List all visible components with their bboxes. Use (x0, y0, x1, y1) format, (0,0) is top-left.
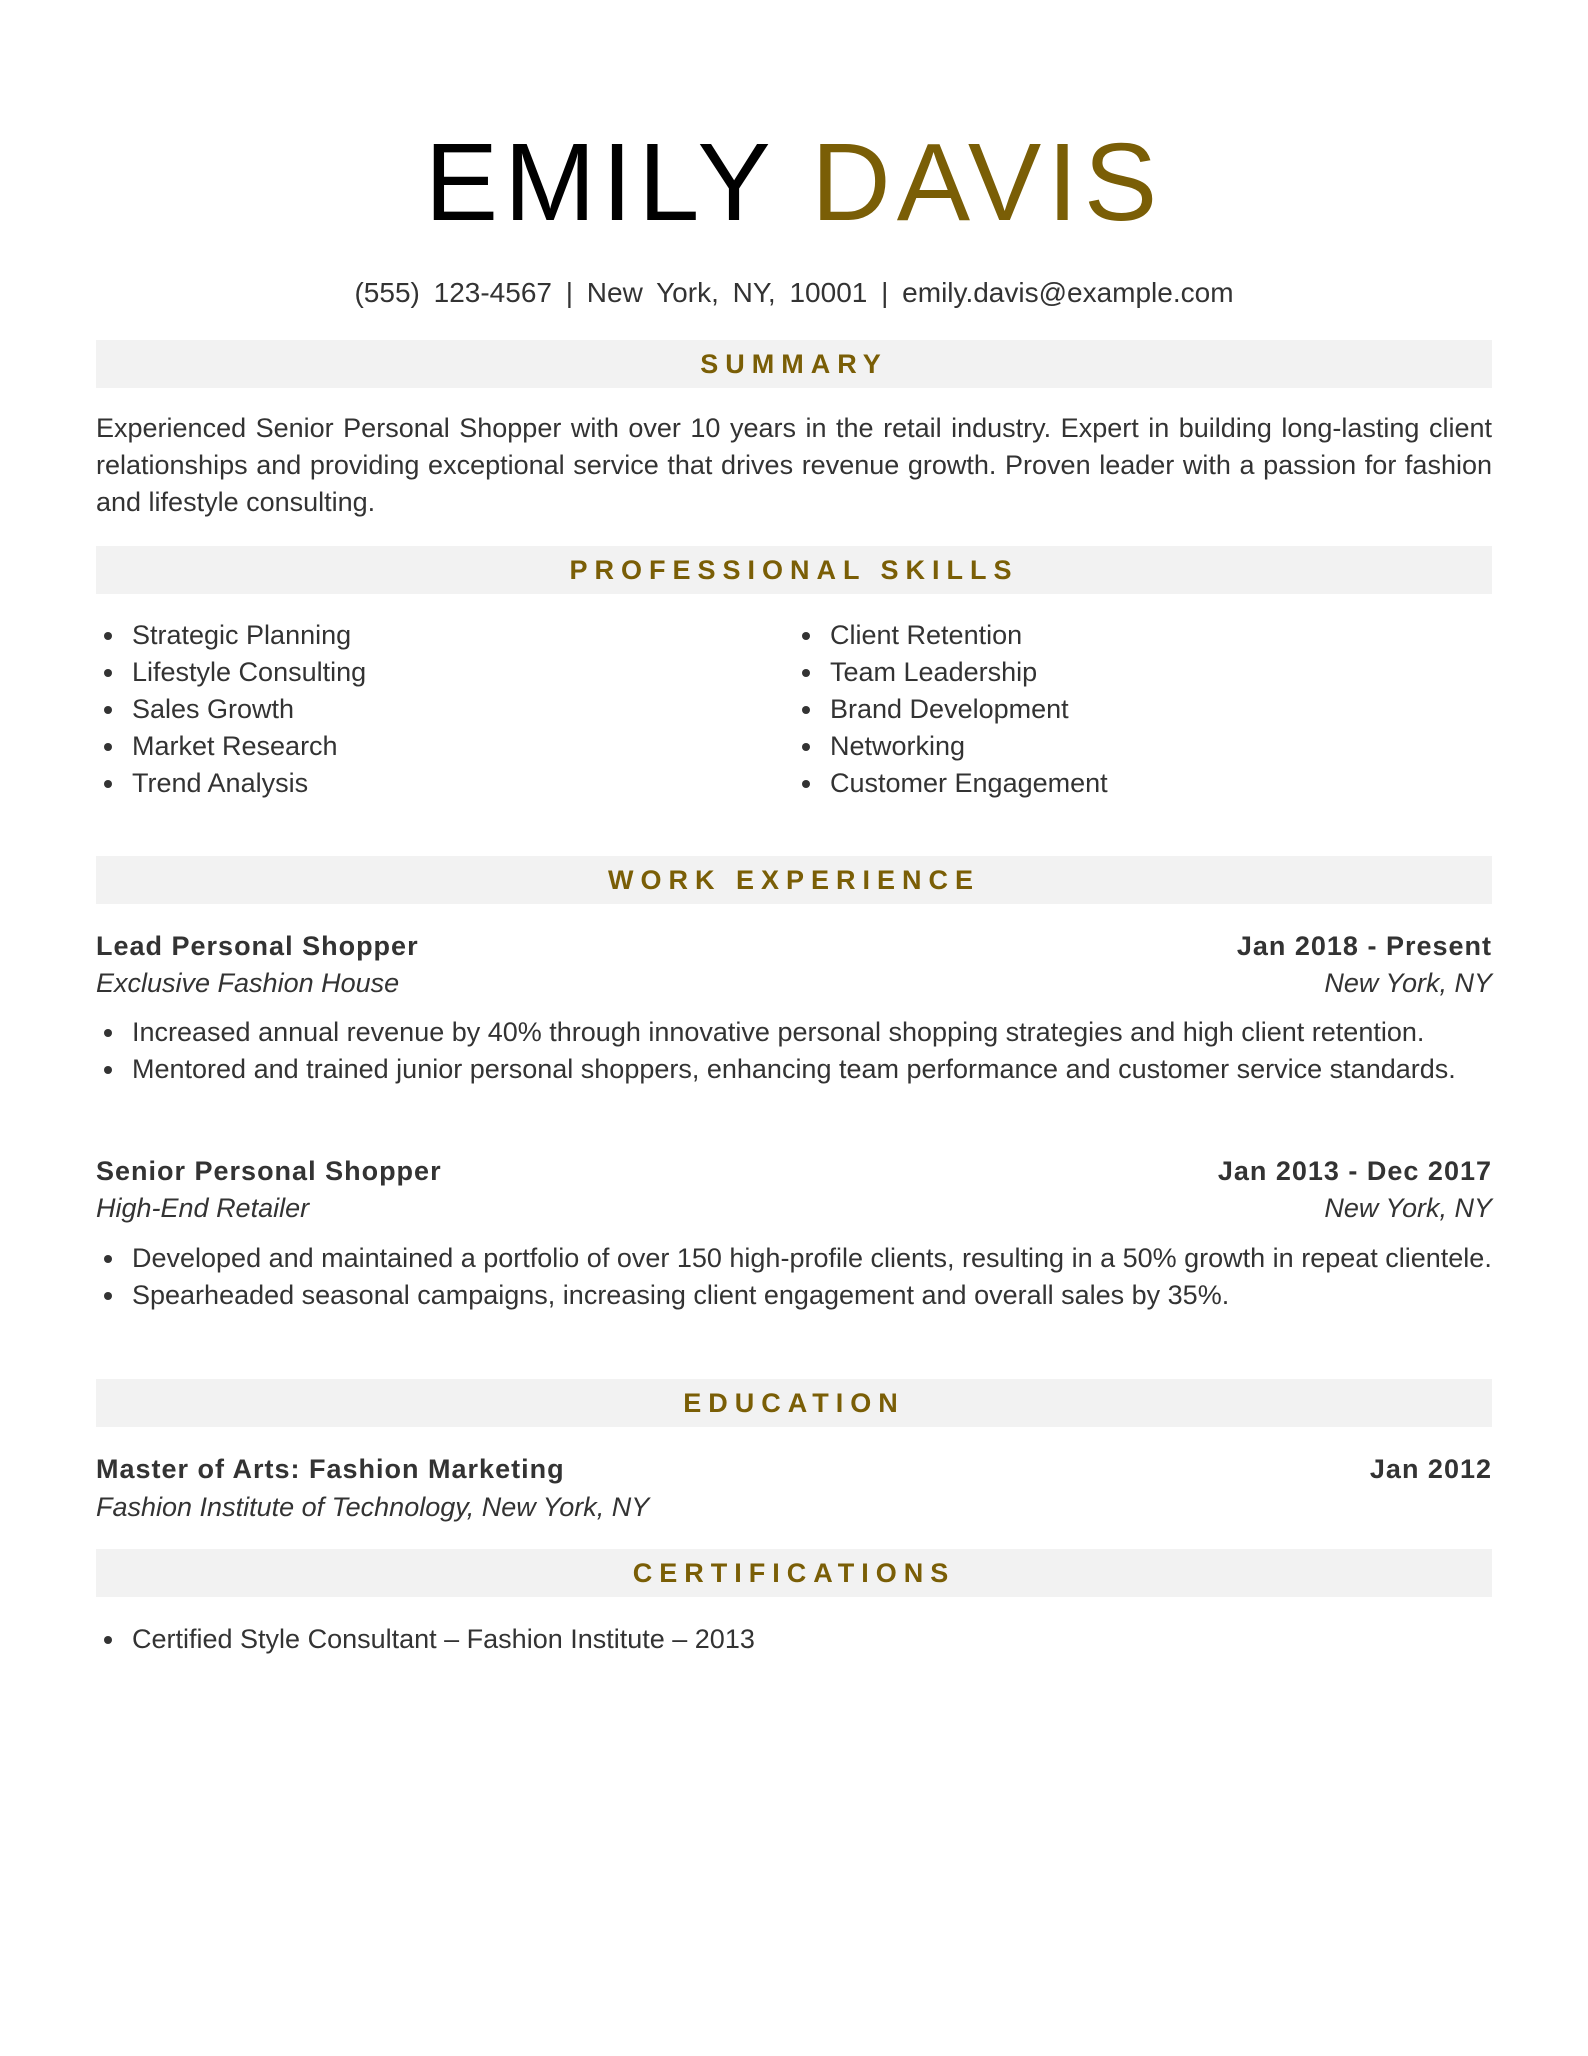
job-bullet: Mentored and trained junior personal shoppers, enhancing team performance and customer service standards. (96, 1051, 1492, 1088)
degree-date: Jan 2012 (1369, 1454, 1492, 1484)
skill-item: Customer Engagement (794, 765, 1492, 802)
job-company: Exclusive Fashion House (96, 968, 400, 998)
job-bullet: Increased annual revenue by 40% through innovative personal shopping strategies and high client retention. (96, 1014, 1492, 1051)
skill-item: Client Retention (794, 617, 1492, 654)
job-dates: Jan 2018 - Present (1236, 931, 1492, 961)
skill-item: Market Research (96, 728, 756, 765)
skills-list-left (96, 617, 756, 802)
skill-item: Sales Growth (96, 691, 756, 728)
certifications-list (96, 1621, 1492, 1658)
section-header-education: EDUCATION (96, 1379, 1492, 1427)
job-bullet: Developed and maintained a portfolio of over 150 high-profile clients, resulting in a 50% growth in repeat clientele. (96, 1240, 1492, 1277)
education-subheader (96, 1489, 1492, 1526)
skills-list-right (794, 617, 1492, 802)
job-dates: Jan 2013 - Dec 2017 (1217, 1156, 1492, 1186)
section-header-summary: SUMMARY (96, 340, 1492, 388)
skill-item: Brand Development (794, 691, 1492, 728)
candidate-name (96, 118, 1492, 248)
job-title: Senior Personal Shopper (96, 1156, 442, 1186)
job-subheader (96, 965, 1492, 1002)
job-bullet: Spearheaded seasonal campaigns, increasing client engagement and overall sales by 35%. (96, 1277, 1492, 1314)
section-header-experience: WORK EXPERIENCE (96, 856, 1492, 904)
skill-item: Strategic Planning (96, 617, 756, 654)
summary-text: Experienced Senior Personal Shopper with over 10 years in the retail industry. Expert in building long-lasting client relationships and providing exceptional service that drives revenue growth. Proven leader with a passion for fashion and lifestyle consulting. (96, 413, 1492, 517)
job-company: High-End Retailer (96, 1193, 310, 1223)
skill-item: Networking (794, 728, 1492, 765)
job-title: Lead Personal Shopper (96, 931, 419, 961)
first-name: EMILY (424, 121, 775, 244)
job-bullets (96, 1240, 1492, 1314)
skill-item: Trend Analysis (96, 765, 756, 802)
job-location: New York, NY (1324, 1193, 1492, 1223)
job-bullets (96, 1014, 1492, 1088)
section-header-certifications: CERTIFICATIONS (96, 1549, 1492, 1597)
job-location: New York, NY (1324, 968, 1492, 998)
job-subheader (96, 1190, 1492, 1227)
section-header-skills: PROFESSIONAL SKILLS (96, 546, 1492, 594)
contact-line: (555) 123-4567 | New York, NY, 10001 | emily.davis@example.com (354, 277, 1234, 308)
job-header (96, 928, 1492, 965)
last-name: DAVIS (811, 121, 1164, 244)
skill-item: Team Leadership (794, 654, 1492, 691)
skill-item: Lifestyle Consulting (96, 654, 756, 691)
certification-item: Certified Style Consultant – Fashion Institute – 2013 (96, 1621, 1492, 1658)
school: Fashion Institute of Technology, New York, NY (96, 1492, 650, 1522)
education-header (96, 1451, 1492, 1488)
job-header (96, 1153, 1492, 1190)
degree: Master of Arts: Fashion Marketing (96, 1454, 565, 1484)
